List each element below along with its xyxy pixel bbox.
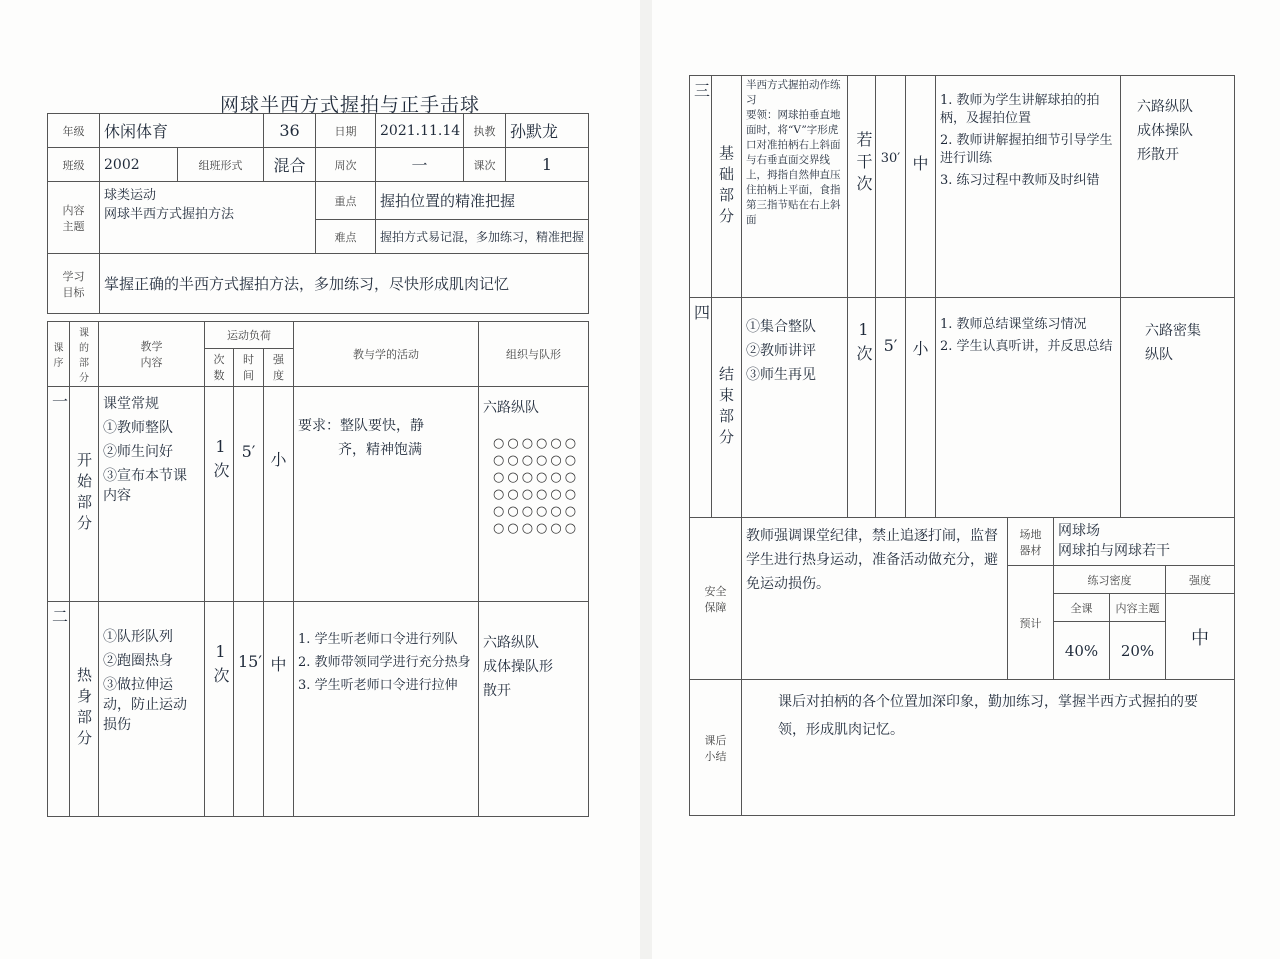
content-header: 教学 内容	[99, 322, 205, 387]
density-label: 练习密度	[1054, 566, 1166, 594]
section-activity: 1. 学生听老师口令进行列队 2. 教师带领同学进行充分热身 3. 学生听老师口令进行拉伸	[294, 602, 479, 817]
teacher-label: 执教	[464, 114, 506, 148]
summary-text: 课后对拍柄的各个位置加深印象，勤加练习，掌握半西方式握拍的要领，形成肌肉记忆。	[742, 680, 1235, 816]
grade-value: 休闲体育	[100, 114, 264, 148]
section-part: 热身部分	[70, 602, 99, 817]
section-content: ①集合整队 ②教师讲评 ③师生再见	[742, 298, 848, 518]
date-value: 2021.11.14	[376, 114, 464, 148]
section-seq: 三	[690, 76, 712, 298]
section-times: 若干次	[848, 76, 876, 298]
topic-value: 球类运动 网球半西方式握拍方法	[100, 182, 316, 254]
difficulty-value: 握拍方式易记混，多加练习，精准把握	[376, 220, 589, 254]
section-activity: 要求：整队要快，静 齐，精神饱满	[294, 387, 479, 602]
safety-text: 教师强调课堂纪律，禁止追逐打闹，监督学生进行热身运动，准备活动做充分，避免运动损伤。	[742, 518, 1008, 680]
form-label: 组班形式	[178, 148, 264, 182]
key-value: 握拍位置的精准把握	[376, 182, 589, 220]
section-part: 基础部分	[712, 76, 742, 298]
summary-label: 课后 小结	[690, 680, 742, 816]
load-header: 运动负荷	[205, 322, 294, 349]
right-plan-table	[689, 75, 1235, 518]
part-header: 课 的 部 分	[70, 322, 99, 387]
section-org: 六路纵队 成体操队形 散开	[479, 602, 589, 817]
left-plan-table	[47, 321, 589, 817]
date-label: 日期	[316, 114, 376, 148]
section-org: 六路纵队 ○○○○○○ ○○○○○○ ○○○○○○ ○○○○○○ ○○○○○○ ○○○○○○	[479, 387, 589, 602]
section-org: 六路纵队 成体操队 形散开	[1121, 76, 1235, 298]
formation-diagram: ○○○○○○ ○○○○○○ ○○○○○○ ○○○○○○ ○○○○○○ ○○○○○○	[493, 436, 580, 536]
whole-density-value: 40%	[1054, 622, 1110, 680]
section-content: ①队形队列 ②跑圈热身 ③做拉伸运动，防止运动损伤	[99, 602, 205, 817]
section-intensity: 中	[264, 602, 294, 817]
goal-value: 掌握正确的半西方式握拍方法，多加练习，尽快形成肌肉记忆	[100, 254, 589, 314]
class-label: 班级	[48, 148, 100, 182]
section-part: 结束部分	[712, 298, 742, 518]
section-times: 1次	[205, 602, 234, 817]
section-intensity: 小	[906, 298, 936, 518]
goal-label: 学习 目标	[48, 254, 100, 314]
safety-label: 安全 保障	[690, 518, 742, 680]
section-time: 5′	[876, 298, 906, 518]
grade-label: 年级	[48, 114, 100, 148]
whole-label: 全课	[1054, 594, 1110, 622]
key-label: 重点	[316, 182, 376, 220]
section-time: 30′	[876, 76, 906, 298]
venue-label: 场地 器材	[1008, 518, 1054, 566]
section-intensity: 中	[906, 76, 936, 298]
lesson-title: 网球半西方式握拍与正手击球	[220, 94, 481, 116]
section-content: 课堂常规 ①教师整队 ②师生问好 ③宣布本节课内容	[99, 387, 205, 602]
form-value: 混合	[264, 148, 316, 182]
section-seq: 四	[690, 298, 712, 518]
strength-label: 强度	[1166, 566, 1235, 594]
section-org: 六路密集 纵队	[1121, 298, 1235, 518]
week-label: 周次	[316, 148, 376, 182]
section-content: 半西方式握拍动作练习 要领：网球拍垂直地面时，将“V”字形虎口对准拍柄右上斜面与右垂直面交界线上，拇指自然伸直压住拍柄上平面，食指第三指节贴在右上斜面	[742, 76, 848, 298]
section-time: 5′	[234, 387, 264, 602]
venue-text: 网球场 网球拍与网球若干	[1054, 518, 1235, 566]
section-time: 15′	[234, 602, 264, 817]
section-intensity: 小	[264, 387, 294, 602]
right-footer-table	[689, 517, 1235, 816]
strength-value: 中	[1166, 594, 1235, 680]
estimate-label: 预计	[1008, 566, 1054, 680]
count-value: 36	[264, 114, 316, 148]
class-value: 2002	[100, 148, 178, 182]
org-header: 组织与队形	[479, 322, 589, 387]
difficulty-label: 难点	[316, 220, 376, 254]
section-seq: 一	[48, 387, 70, 602]
topic-density-value: 20%	[1110, 622, 1166, 680]
time-header: 时 间	[234, 348, 264, 386]
week-value: 一	[376, 148, 464, 182]
activity-header: 教与学的活动	[294, 322, 479, 387]
times-header: 次 数	[205, 348, 234, 386]
lesson-value: 1	[506, 148, 589, 182]
seq-header: 课 序	[48, 322, 70, 387]
section-activity: 1. 教师总结课堂练习情况 2. 学生认真听讲，并反思总结	[936, 298, 1121, 518]
teacher-value: 孙默龙	[506, 114, 589, 148]
section-times: 1次	[848, 298, 876, 518]
section-activity: 1. 教师为学生讲解球拍的拍柄，及握拍位置 2. 教师讲解握拍细节引导学生进行训练 3. 练习过程中教师及时纠错	[936, 76, 1121, 298]
left-header-table	[47, 113, 589, 314]
topic-label: 内容 主题	[48, 182, 100, 254]
lesson-label: 课次	[464, 148, 506, 182]
section-times: 1次	[205, 387, 234, 602]
topic-density-label: 内容主题	[1110, 594, 1166, 622]
intensity-header: 强 度	[264, 348, 294, 386]
section-seq: 二	[48, 602, 70, 817]
section-part: 开始部分	[70, 387, 99, 602]
